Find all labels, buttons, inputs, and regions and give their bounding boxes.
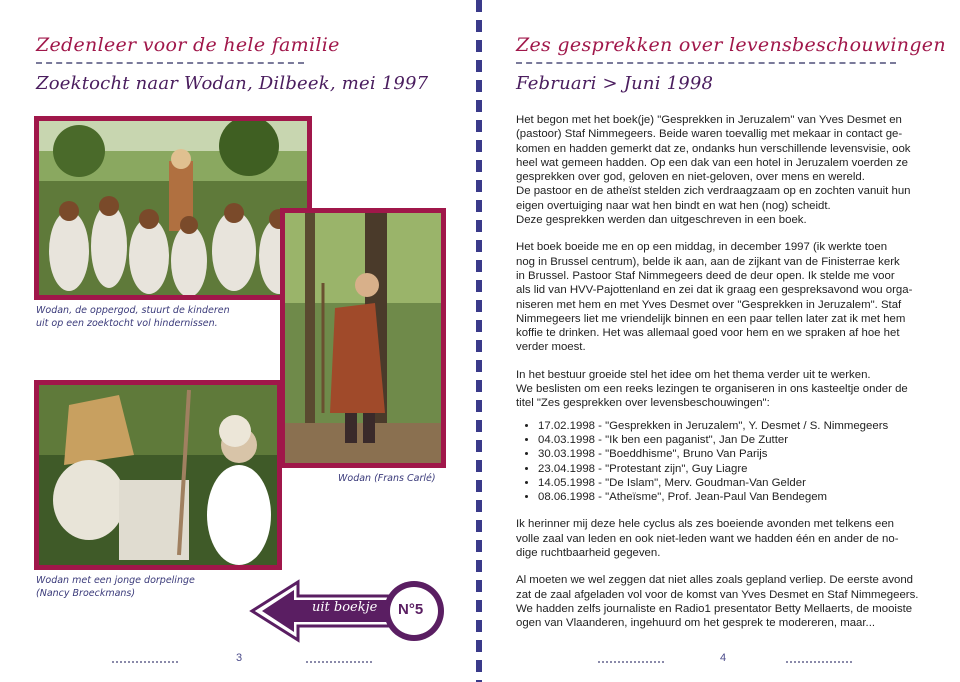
left-header-rule [36, 62, 304, 64]
left-page [0, 0, 470, 682]
list-item: • 14.05.1998 - "De Islam", Merv. Goudman-Van Gelder [538, 476, 932, 490]
badge-label: uit boekje [312, 600, 378, 615]
badge-number: N°5 [398, 601, 424, 618]
list-item: • 17.02.1998 - "Gesprekken in Jeruzalem", Y. Desmet / S. Nimmegeers [538, 419, 932, 433]
caption-photo-wodan: Wodan (Frans Carlé) [338, 473, 436, 484]
caption-photo-children [36, 304, 230, 330]
caption-line: Wodan met een jonge dorpelinge [36, 575, 195, 586]
text-line: Het boek boeide me en op een middag, in december 1997 (ik werkte toen [516, 241, 888, 254]
text-line: als lid van HVV-Pajottenland en zei dat ik graag een gespreksavond wou orga- [516, 284, 913, 297]
text-line: We beslisten om een reeks lezingen te organiseren in ons kasteeltje onder de [516, 383, 908, 396]
left-subtitle: Zoektocht naar Wodan, Dilbeek, mei 1997 [36, 73, 429, 94]
paragraph [516, 240, 932, 354]
left-header-title: Zedenleer voor de hele familie [36, 34, 340, 56]
caption-line: (Nancy Broeckmans) [36, 588, 136, 599]
footer-dots [306, 661, 372, 663]
page-number-right: 4 [720, 652, 727, 664]
text-line: niseren met hem en met Yves Desmet over "Gesprekken in Jeruzalem". Staf [516, 298, 902, 311]
text-line: ogen van Vlaanderen, ingehuurd om het gesprek te modereren, maar... [516, 617, 876, 630]
text-line: Deze gesprekken werden dan uitgeschreven in een boek. [516, 214, 807, 227]
text-line: verder moest. [516, 341, 586, 354]
right-header-rule [516, 62, 896, 64]
text-line: De pastoor en de atheïst stelden zich verdraagzaam op en zochten vanuit hun [516, 185, 911, 198]
right-subtitle: Februari > Juni 1998 [516, 73, 714, 94]
uit-boekje-badge [248, 578, 448, 644]
paragraph [516, 517, 932, 560]
text-line: dige ruchtbaarheid gegeven. [516, 547, 661, 560]
paragraph [516, 113, 932, 227]
text-line: zat de zaal afgeladen vol voor de komst van Yves Desmet en Staf Nimmegeers. [516, 588, 919, 601]
page-spine [476, 0, 482, 682]
right-header-title: Zes gesprekken over levensbeschouwingen [516, 34, 946, 56]
caption-photo-villager [36, 574, 195, 600]
text-line: titel "Zes gesprekken over levensbeschouwingen": [516, 397, 770, 410]
lecture-list [516, 419, 932, 505]
footer-dots [112, 661, 178, 663]
text-line: We hadden zelfs journaliste en Radio1 presentator Betty Mellaerts, de mooiste [516, 602, 913, 615]
text-line: volle zaal van leden en ook niet-leden want we hadden één en ander de no- [516, 532, 899, 545]
text-line: (pastoor) Staf Nimmegeers. Beide waren toevallig met mekaar in contact ge- [516, 128, 903, 141]
list-item: • 30.03.1998 - "Boeddhisme", Bruno Van Parijs [538, 447, 932, 461]
caption-line: Wodan, de oppergod, stuurt de kinderen [36, 305, 230, 316]
footer-dots [786, 661, 852, 663]
page-number-left: 3 [236, 652, 243, 664]
paragraph [516, 368, 932, 411]
text-line: Al moeten we wel zeggen dat niet alles zoals gepland verliep. De eerste avond [516, 574, 914, 587]
text-line: Het begon met het boek(je) "Gesprekken in Jeruzalem" van Yves Desmet en [516, 114, 902, 126]
text-line: gesprekken over god, geloven en niet-geloven, over mens en wereld. [516, 171, 865, 184]
paragraph [516, 573, 932, 630]
footer-dots [598, 661, 664, 663]
text-line: In het bestuur groeide stel het idee om het thema verder uit te werken. [516, 368, 871, 381]
text-line: Ik herinner mij deze hele cyclus als zes boeiende avonden met telkens een [516, 518, 895, 531]
text-line: in Brussel. Pastoor Staf Nimmegeers deed de deur open. Ik stelde me voor [516, 269, 895, 282]
caption-line: uit op een zoektocht vol hindernissen. [36, 318, 218, 329]
list-item: • 23.04.1998 - "Protestant zijn", Guy Liagre [538, 462, 932, 476]
article-body [516, 113, 932, 644]
text-line: Nimmegeers liet me vriendelijk binnen en een paar tellen later zat ik met hem [516, 312, 906, 325]
list-item: • 08.06.1998 - "Atheïsme", Prof. Jean-Paul Van Bendegem [538, 490, 932, 504]
text-line: koffie te drinken. Het was allemaal goed voor hem en we spraken af hoe het [516, 327, 900, 340]
photo-children-group [34, 116, 312, 300]
text-line: eigen overtuiging naar wat hen bindt en wat hen (nog) scheidt. [516, 199, 831, 212]
right-page [486, 0, 960, 682]
photo-wodan-villager [34, 380, 282, 570]
text-line: heel wat gemeen hadden. Op een dak van een hotel in Jeruzalem voerden ze [516, 156, 908, 169]
list-item: • 04.03.1998 - "Ik ben een paganist", Jan De Zutter [538, 433, 932, 447]
text-line: nog in Brussel centrum), belde ik aan, aan de zijkant van de Finisterrae kerk [516, 255, 900, 268]
text-line: komen en hadden gemerkt dat ze, ondanks hun verschillende levensvisie, ook [516, 142, 911, 155]
photo-wodan-standing [280, 208, 446, 468]
